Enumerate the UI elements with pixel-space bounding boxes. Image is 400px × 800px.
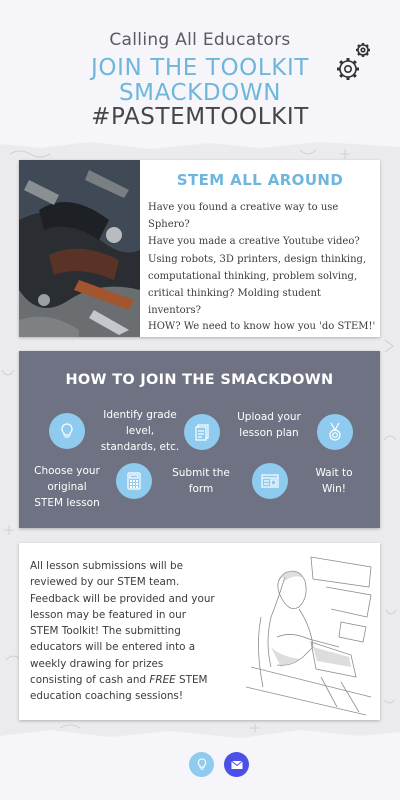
mail-icon[interactable] (224, 752, 249, 777)
form-icon (252, 463, 288, 499)
free-emphasis: FREE (149, 674, 176, 687)
info-text-span: consisting of cash and (30, 674, 147, 687)
toolbelt-photo (19, 160, 140, 337)
step-text-line: STEM lesson (34, 497, 100, 509)
submission-info-text (30, 558, 235, 705)
step-submit-form (159, 465, 243, 497)
medal-icon (317, 414, 353, 450)
info-text-line (30, 672, 235, 688)
step-text-line: Upload your (237, 411, 301, 423)
calculator-icon (116, 463, 152, 499)
step-text-line: Submit the (172, 467, 230, 479)
info-text-line: All lesson submissions will be (30, 560, 183, 572)
info-text-line: educators will be entered into a (30, 641, 196, 654)
info-text-line: education coaching sessions! (30, 690, 184, 703)
calling-educators-text: Calling All Educators (109, 30, 291, 50)
step-choose-lesson (25, 463, 109, 511)
how-to-join-title: HOW TO JOIN THE SMACKDOWN (65, 372, 334, 388)
step-text-line: Win! (322, 483, 346, 495)
step-identify-grade (93, 407, 187, 455)
info-text-line: reviewed by our STEM team. (30, 576, 180, 589)
step-text-line: level, (125, 425, 155, 437)
step-wait-to-win (299, 465, 369, 497)
join-title-line2: SMACKDOWN (118, 80, 282, 106)
document-icon (184, 414, 220, 450)
step-upload-plan (227, 409, 311, 441)
stem-all-around-card (19, 160, 380, 337)
step-text-line: form (188, 483, 214, 495)
stem-text-line: Have you found a creative way to use Sphero? (148, 202, 339, 231)
join-title-line1: JOIN THE TOOLKIT (91, 55, 309, 81)
hashtag-title: #PASTEMTOOLKIT (91, 104, 309, 130)
info-text-line: lesson may be featured in our (30, 608, 186, 621)
footer (0, 740, 400, 800)
how-question-text: HOW? We need to know how you 'do STEM!' (148, 321, 376, 332)
stem-text-line: Using robots, 3D printers, design thinking, (148, 253, 367, 265)
lightbulb-icon (49, 413, 85, 449)
info-text-line: STEM Toolkit! The submitting (30, 625, 181, 638)
stem-text-line: computational thinking, problem solving, (148, 270, 358, 282)
stem-all-around-title: STEM ALL AROUND (176, 171, 344, 189)
lightbulb-icon[interactable] (189, 752, 214, 777)
step-text-line: original (47, 481, 87, 493)
student-sketch-illustration (241, 547, 377, 717)
step-text-line: lesson plan (239, 427, 299, 439)
how-to-join-panel (19, 351, 380, 528)
info-text-line: Feedback will be provided and your (30, 592, 215, 605)
gears-icon (334, 40, 374, 84)
step-text-line: standards, etc. (100, 441, 180, 453)
submission-info-card (19, 543, 380, 720)
step-text-line: Wait to (315, 467, 353, 479)
header (0, 0, 400, 140)
content-area (0, 140, 400, 740)
info-text-line: weekly drawing for prizes (30, 657, 164, 670)
step-text-line: Choose your (34, 465, 100, 477)
stem-word: STEM (175, 674, 208, 687)
stem-text-line: critical thinking? Molding student inventors? (148, 288, 321, 317)
stem-all-around-text (148, 199, 376, 319)
stem-text-line: Have you made a creative Youtube video? (148, 236, 360, 248)
step-text-line: Identify grade (103, 409, 177, 421)
